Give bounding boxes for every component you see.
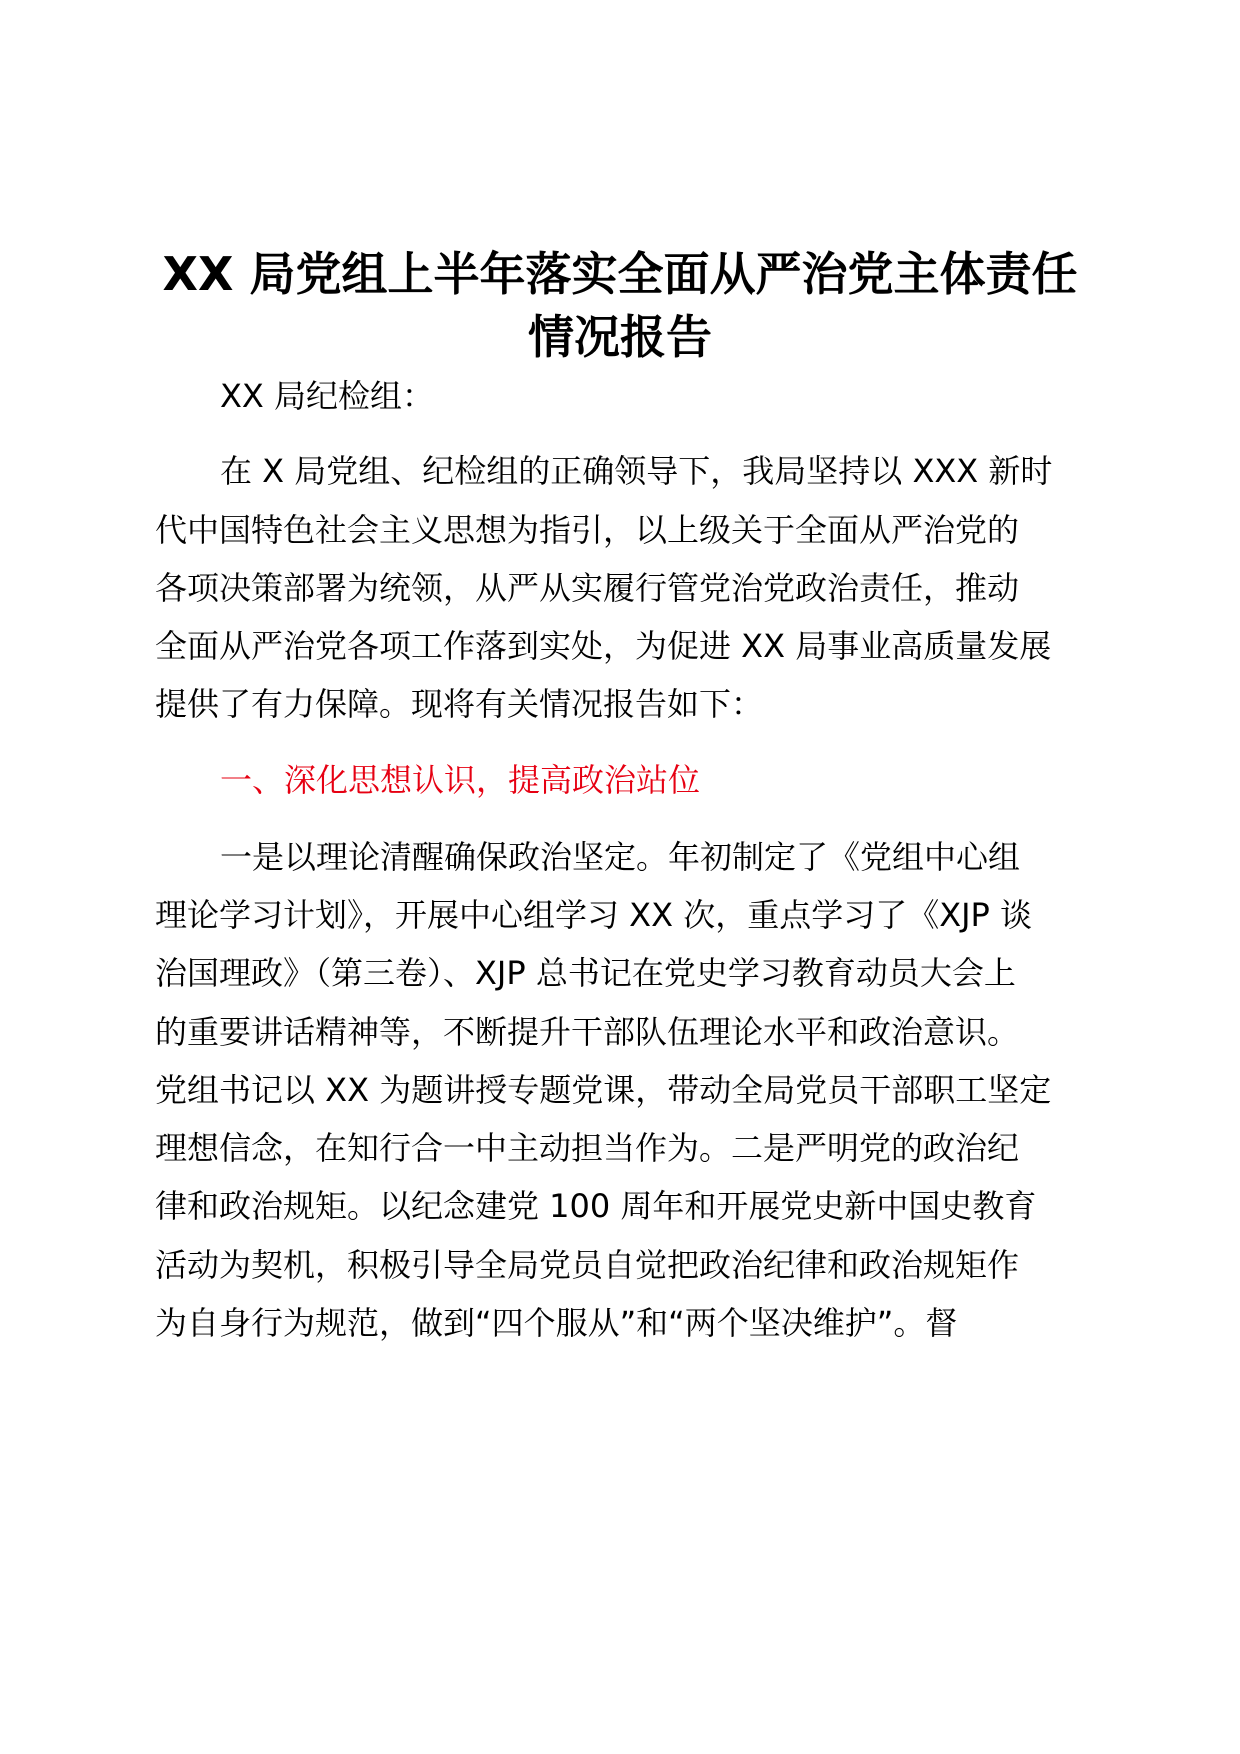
salutation: XX 局纪检组： [220, 377, 435, 415]
document-title-line-2: 情况报告 [528, 310, 712, 364]
section-1-line-7: 律和政治规矩。以纪念建党 100 周年和开展党史新中国史教育 [155, 1187, 1037, 1225]
section-1-heading: 一、深化思想认识，提高政治站位 [220, 761, 701, 799]
section-1-line-8: 活动为契机，积极引导全局党员自觉把政治纪律和政治规矩作 [155, 1246, 1020, 1284]
section-1-line-3: 治国理政》（第三卷）、XJP 总书记在党史学习教育动员大会上 [155, 954, 1016, 992]
section-1-line-2: 理论学习计划》，开展中心组学习 XX 次，重点学习了《XJP 谈 [155, 896, 1033, 934]
document-title-line-1: XX 局党组上半年落实全面从严治党主体责任 [162, 247, 1078, 301]
intro-line-2: 代中国特色社会主义思想为指引，以上级关于全面从严治党的 [155, 511, 1020, 549]
section-1-line-5: 党组书记以 XX 为题讲授专题党课，带动全局党员干部职工坚定 [155, 1071, 1052, 1109]
intro-line-4: 全面从严治党各项工作落到实处，为促进 XX 局事业高质量发展 [155, 627, 1052, 665]
intro-line-1: 在 X 局党组、纪检组的正确领导下，我局坚持以 XXX 新时 [220, 452, 1053, 490]
section-1-line-4: 的重要讲话精神等，不断提升干部队伍理论水平和政治意识。 [155, 1013, 1020, 1051]
section-1-line-1: 一是以理论清醒确保政治坚定。年初制定了《党组中心组 [220, 838, 1021, 876]
intro-line-3: 各项决策部署为统领，从严从实履行管党治党政治责任，推动 [155, 569, 1020, 607]
intro-line-5: 提供了有力保障。现将有关情况报告如下： [155, 685, 764, 723]
section-1-line-9: 为自身行为规范，做到“四个服从”和“两个坚决维护”。督 [155, 1304, 958, 1342]
section-1-line-6: 理想信念，在知行合一中主动担当作为。二是严明党的政治纪 [155, 1129, 1020, 1167]
